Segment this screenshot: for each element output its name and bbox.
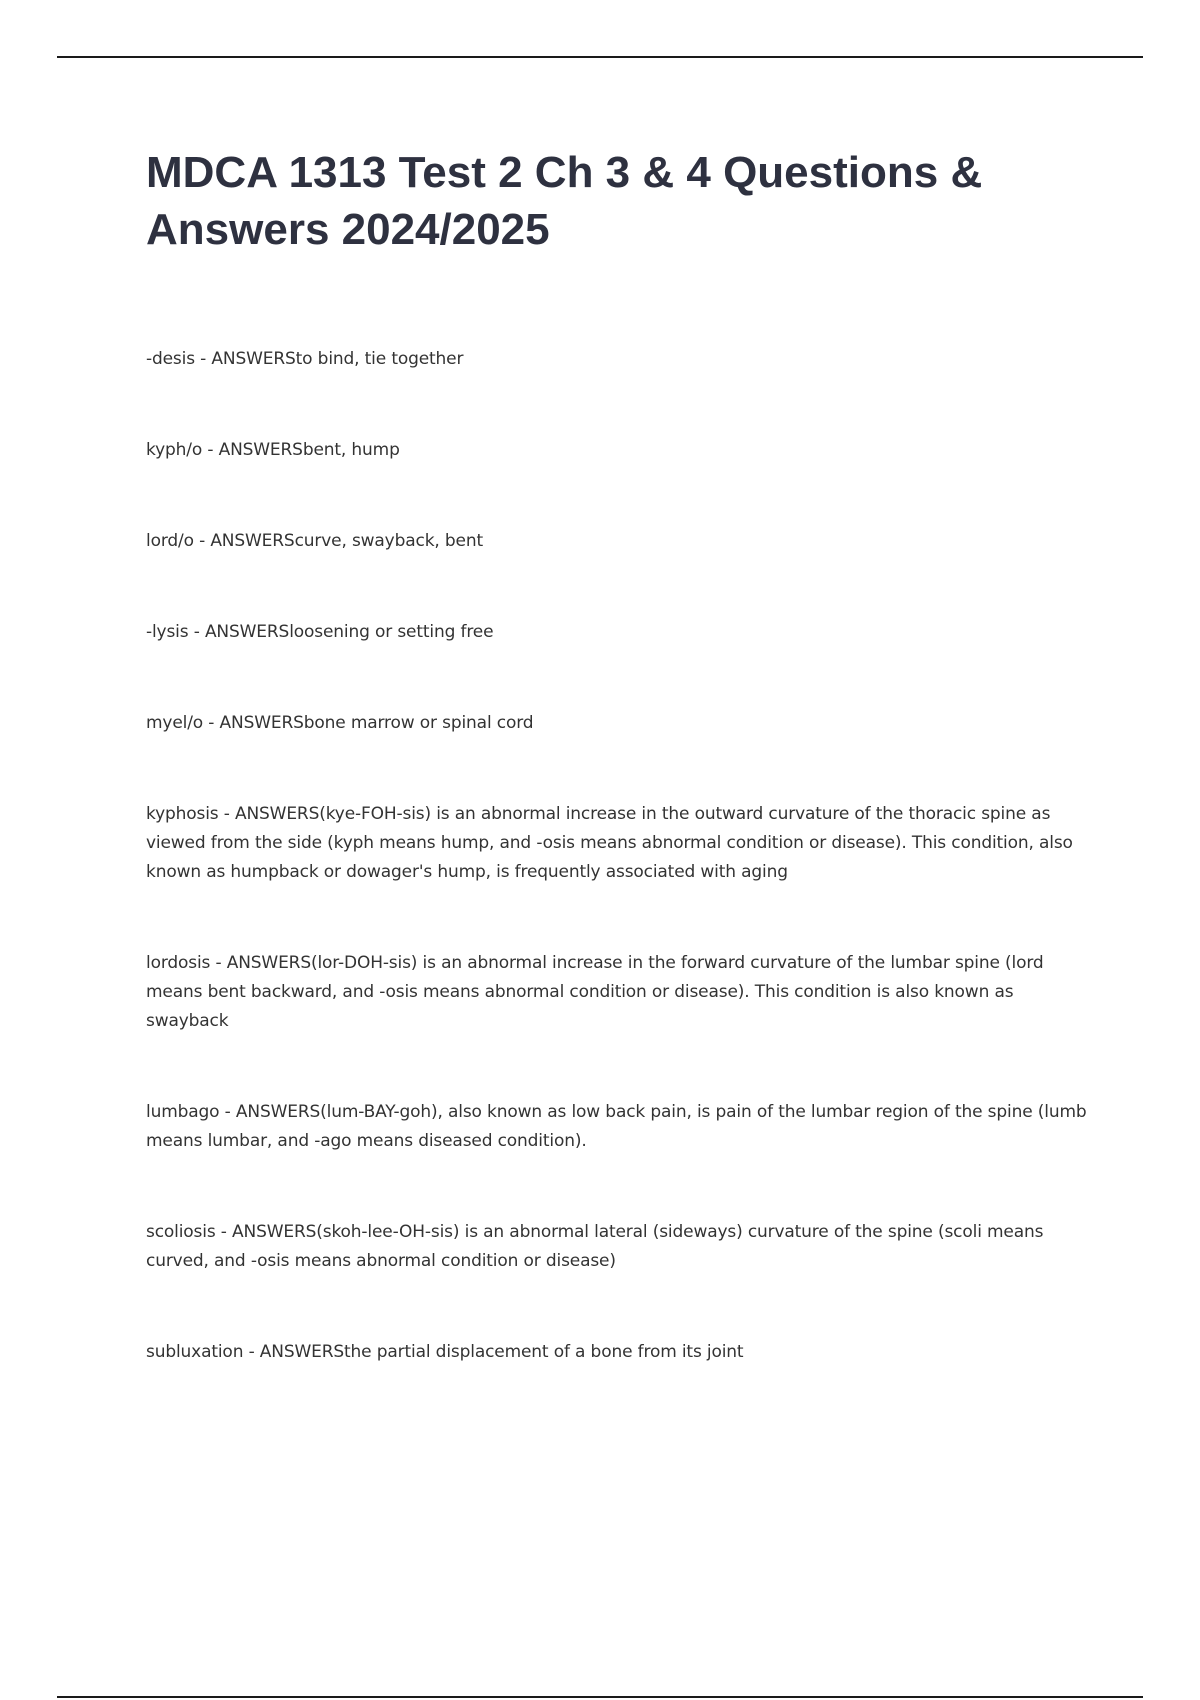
flashcard-entry: scoliosis - ANSWERS(skoh-lee-OH-sis) is an abnormal lateral (sideways) curvature of the spine (scoli means curved, and -osis means abnormal condition or disease)	[146, 1222, 1044, 1271]
flashcard-entry: kyphosis - ANSWERS(kye-FOH-sis) is an abnormal increase in the outward curvature of the thoracic spine as viewed from the side (kyph means hump, and -osis means abnormal condition or disease). This condition, also known as humpback or dowager's hump, is frequently associated with aging	[146, 804, 1073, 882]
flashcard-entry: -desis - ANSWERSto bind, tie together	[146, 349, 464, 369]
top-rule	[57, 56, 1143, 58]
bottom-rule	[57, 1696, 1143, 1698]
flashcard-entry: myel/o - ANSWERSbone marrow or spinal cord	[146, 713, 534, 733]
document-title: MDCA 1313 Test 2 Ch 3 & 4 Questions & Answers 2024/2025	[146, 148, 983, 254]
flashcard-entry: subluxation - ANSWERSthe partial displacement of a bone from its joint	[146, 1342, 744, 1362]
flashcard-entry: -lysis - ANSWERSloosening or setting free	[146, 622, 494, 642]
flashcard-entry: lumbago - ANSWERS(lum-BAY-goh), also known as low back pain, is pain of the lumbar region of the spine (lumb means lumbar, and -ago means diseased condition).	[146, 1102, 1087, 1151]
flashcard-list	[146, 345, 1096, 1367]
flashcard-entry: kyph/o - ANSWERSbent, hump	[146, 440, 400, 460]
flashcard-entry: lordosis - ANSWERS(lor-DOH-sis) is an abnormal increase in the forward curvature of the lumbar spine (lord means bent backward, and -osis means abnormal condition or disease). This condition is also known as swayback	[146, 953, 1044, 1031]
flashcard-entry: lord/o - ANSWERScurve, swayback, bent	[146, 531, 483, 551]
